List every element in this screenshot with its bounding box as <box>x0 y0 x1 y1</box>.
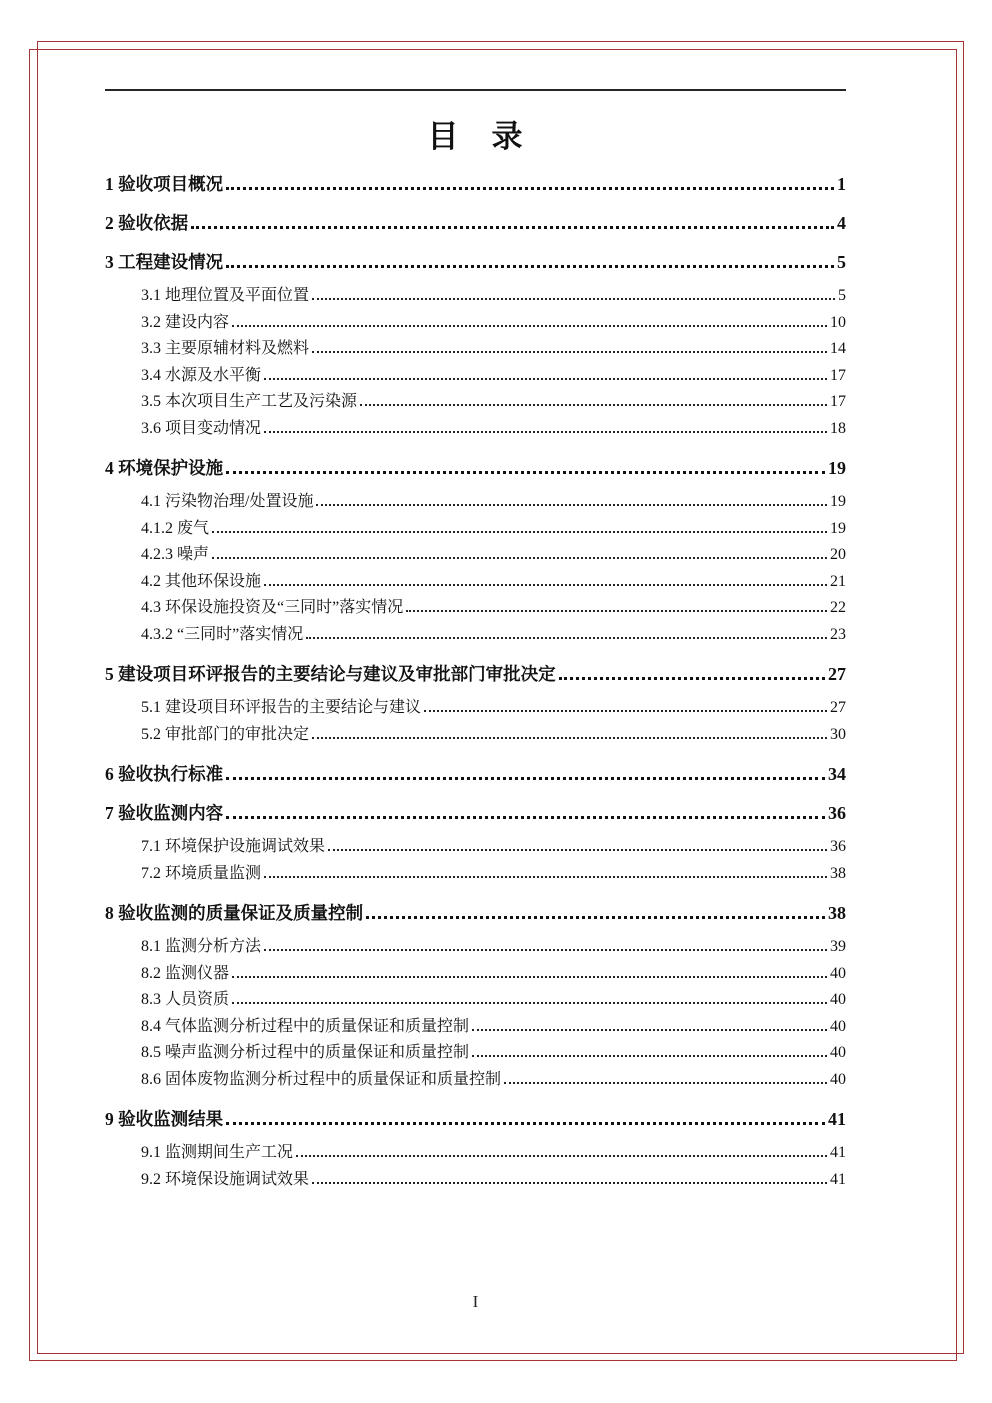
toc-entry <box>105 861 846 888</box>
toc-entry-label: 8.5 噪声监测分析过程中的质量保证和质量控制 <box>141 1044 470 1061</box>
toc-entry-label: 4.2.3 噪声 <box>141 546 210 563</box>
toc-entry-page: 5 <box>838 287 846 304</box>
toc-entry <box>105 987 846 1014</box>
toc-entry-page: 40 <box>830 964 846 982</box>
toc-entry-label: 5 建设项目环评报告的主要结论与建议及审批部门审批决定 <box>105 664 556 684</box>
toc-entry <box>105 800 846 826</box>
toc-entry <box>105 1067 846 1094</box>
toc-entry-label: 7.1 环境保护设施调试效果 <box>141 838 326 855</box>
toc-dotted-leader <box>232 1002 827 1004</box>
toc-dotted-leader <box>312 1182 827 1184</box>
toc-entry-label: 5.1 建设项目环评报告的主要结论与建议 <box>141 699 422 716</box>
toc-entry <box>105 489 846 516</box>
header-rule <box>105 89 846 91</box>
toc-entry-page: 19 <box>830 519 846 537</box>
toc-entry <box>105 695 846 722</box>
toc-entry <box>105 336 846 363</box>
toc-entry-label: 8.4 气体监测分析过程中的质量保证和质量控制 <box>141 1017 470 1035</box>
toc-dotted-leader <box>232 976 827 978</box>
toc-entry-label: 3.1 地理位置及平面位置 <box>141 287 310 304</box>
toc-entry <box>105 542 846 569</box>
toc-dotted-leader <box>191 226 834 229</box>
toc-entry <box>105 1040 846 1067</box>
toc-entry-page: 38 <box>828 903 846 923</box>
footer-page-number: I <box>472 1292 479 1311</box>
toc-entry <box>105 310 846 337</box>
toc-entry-page: 20 <box>830 546 846 563</box>
toc-entry-label: 4 环境保护设施 <box>105 458 224 478</box>
toc-entry-label: 4.1 污染物治理/处置设施 <box>141 493 314 510</box>
toc-dotted-leader <box>312 737 827 739</box>
toc-entry-label: 8.6 固体废物监测分析过程中的质量保证和质量控制 <box>141 1070 502 1088</box>
toc-entry-label: 7.2 环境质量监测 <box>141 864 262 882</box>
toc-entry <box>105 722 846 749</box>
toc-dotted-leader <box>226 777 825 780</box>
toc-entry <box>105 389 846 416</box>
toc-dotted-leader <box>472 1055 827 1057</box>
toc-entry-label: 4.1.2 废气 <box>141 519 210 537</box>
toc-entry-label: 3.6 项目变动情况 <box>141 419 262 437</box>
toc-entry-page: 19 <box>830 493 846 510</box>
toc-entry-page: 39 <box>830 938 846 955</box>
page-content <box>105 0 846 1403</box>
toc-entry <box>105 210 846 236</box>
toc-entry-label: 3.5 本次项目生产工艺及污染源 <box>141 393 358 410</box>
toc-entry <box>105 595 846 622</box>
toc-entry-page: 36 <box>830 838 846 855</box>
toc-entry <box>105 283 846 310</box>
toc-entry-page: 27 <box>830 699 846 716</box>
toc-entry-page: 34 <box>828 764 846 784</box>
toc-dotted-leader <box>559 677 825 680</box>
toc-dotted-leader <box>226 1122 825 1125</box>
toc-dotted-leader <box>212 531 827 533</box>
toc-entry <box>105 1106 846 1132</box>
toc-entry-page: 19 <box>828 458 846 478</box>
toc-entry-page: 40 <box>830 1044 846 1061</box>
toc-dotted-leader <box>296 1155 827 1157</box>
toc-entry <box>105 416 846 443</box>
toc-entry-label: 8.3 人员资质 <box>141 991 230 1008</box>
toc-entry-page: 5 <box>837 252 846 272</box>
toc-entry-page: 10 <box>830 313 846 331</box>
toc-entry-label: 9.2 环境保设施调试效果 <box>141 1170 310 1188</box>
toc-entry <box>105 834 846 861</box>
toc-entry-page: 27 <box>828 664 846 684</box>
toc-dotted-leader <box>226 187 834 190</box>
toc-entry <box>105 455 846 481</box>
toc-dotted-leader <box>226 265 834 268</box>
toc-entry-page: 38 <box>830 864 846 882</box>
toc-entry-label: 7 验收监测内容 <box>105 803 224 823</box>
toc-dotted-leader <box>472 1029 827 1031</box>
toc-entry <box>105 934 846 961</box>
toc-dotted-leader <box>424 710 827 712</box>
toc-entry-page: 18 <box>830 419 846 437</box>
toc-entry-page: 36 <box>828 803 846 823</box>
toc-dotted-leader <box>306 637 827 639</box>
toc-dotted-leader <box>312 298 835 300</box>
toc-entry-label: 4.3 环保设施投资及“三同时”落实情况 <box>141 599 404 616</box>
toc-dotted-leader <box>212 557 827 559</box>
toc-dotted-leader <box>316 504 827 506</box>
toc-dotted-leader <box>366 916 825 919</box>
toc-entry <box>105 249 846 275</box>
toc-entry-page: 41 <box>828 1109 846 1129</box>
toc-dotted-leader <box>232 325 827 327</box>
toc-dotted-leader <box>312 351 827 353</box>
toc-entry-page: 40 <box>830 1070 846 1088</box>
toc-entry-label: 3.2 建设内容 <box>141 313 230 331</box>
toc-dotted-leader <box>264 949 827 951</box>
toc-dotted-leader <box>264 378 827 380</box>
toc-entry-label: 3.3 主要原辅材料及燃料 <box>141 340 310 357</box>
toc-entry-page: 41 <box>830 1144 846 1161</box>
toc-list <box>105 171 846 1193</box>
toc-entry <box>105 1140 846 1167</box>
toc-dotted-leader <box>226 816 825 819</box>
toc-entry <box>105 1014 846 1041</box>
toc-entry-label: 4.2 其他环保设施 <box>141 572 262 590</box>
toc-entry-label: 9.1 监测期间生产工况 <box>141 1144 294 1161</box>
toc-dotted-leader <box>264 431 827 433</box>
toc-entry-label: 8.1 监测分析方法 <box>141 938 262 955</box>
toc-dotted-leader <box>504 1082 827 1084</box>
toc-entry-page: 23 <box>830 625 846 643</box>
toc-dotted-leader <box>360 404 827 406</box>
toc-dotted-leader <box>406 610 827 612</box>
toc-entry-label: 1 验收项目概况 <box>105 174 224 194</box>
toc-entry-label: 2 验收依据 <box>105 213 189 233</box>
toc-dotted-leader <box>264 876 827 878</box>
toc-entry-label: 6 验收执行标准 <box>105 764 224 784</box>
toc-entry-page: 30 <box>830 725 846 743</box>
toc-entry-page: 14 <box>830 340 846 357</box>
toc-entry <box>105 569 846 596</box>
toc-entry-page: 4 <box>837 213 846 233</box>
toc-entry-label: 4.3.2 “三同时”落实情况 <box>141 625 304 643</box>
toc-entry-label: 5.2 审批部门的审批决定 <box>141 725 310 743</box>
toc-entry <box>105 622 846 649</box>
toc-entry-label: 8.2 监测仪器 <box>141 964 230 982</box>
page-title: 目 录 <box>427 119 524 154</box>
toc-dotted-leader <box>264 584 827 586</box>
toc-entry-page: 1 <box>837 174 846 194</box>
toc-entry <box>105 1167 846 1194</box>
toc-entry <box>105 363 846 390</box>
toc-entry <box>105 961 846 988</box>
toc-dotted-leader <box>226 471 825 474</box>
toc-entry <box>105 516 846 543</box>
toc-entry-label: 9 验收监测结果 <box>105 1109 224 1129</box>
toc-entry-page: 17 <box>830 393 846 410</box>
toc-entry-label: 3.4 水源及水平衡 <box>141 366 262 384</box>
toc-entry-page: 41 <box>830 1170 846 1188</box>
toc-entry-page: 40 <box>830 1017 846 1035</box>
toc-entry-label: 8 验收监测的质量保证及质量控制 <box>105 903 364 923</box>
toc-entry-page: 22 <box>830 599 846 616</box>
toc-entry-page: 40 <box>830 991 846 1008</box>
toc-entry <box>105 661 846 687</box>
toc-entry <box>105 171 846 197</box>
toc-entry <box>105 761 846 787</box>
toc-entry-page: 17 <box>830 366 846 384</box>
toc-entry-label: 3 工程建设情况 <box>105 252 224 272</box>
toc-entry <box>105 900 846 926</box>
toc-dotted-leader <box>328 849 827 851</box>
toc-entry-page: 21 <box>830 572 846 590</box>
